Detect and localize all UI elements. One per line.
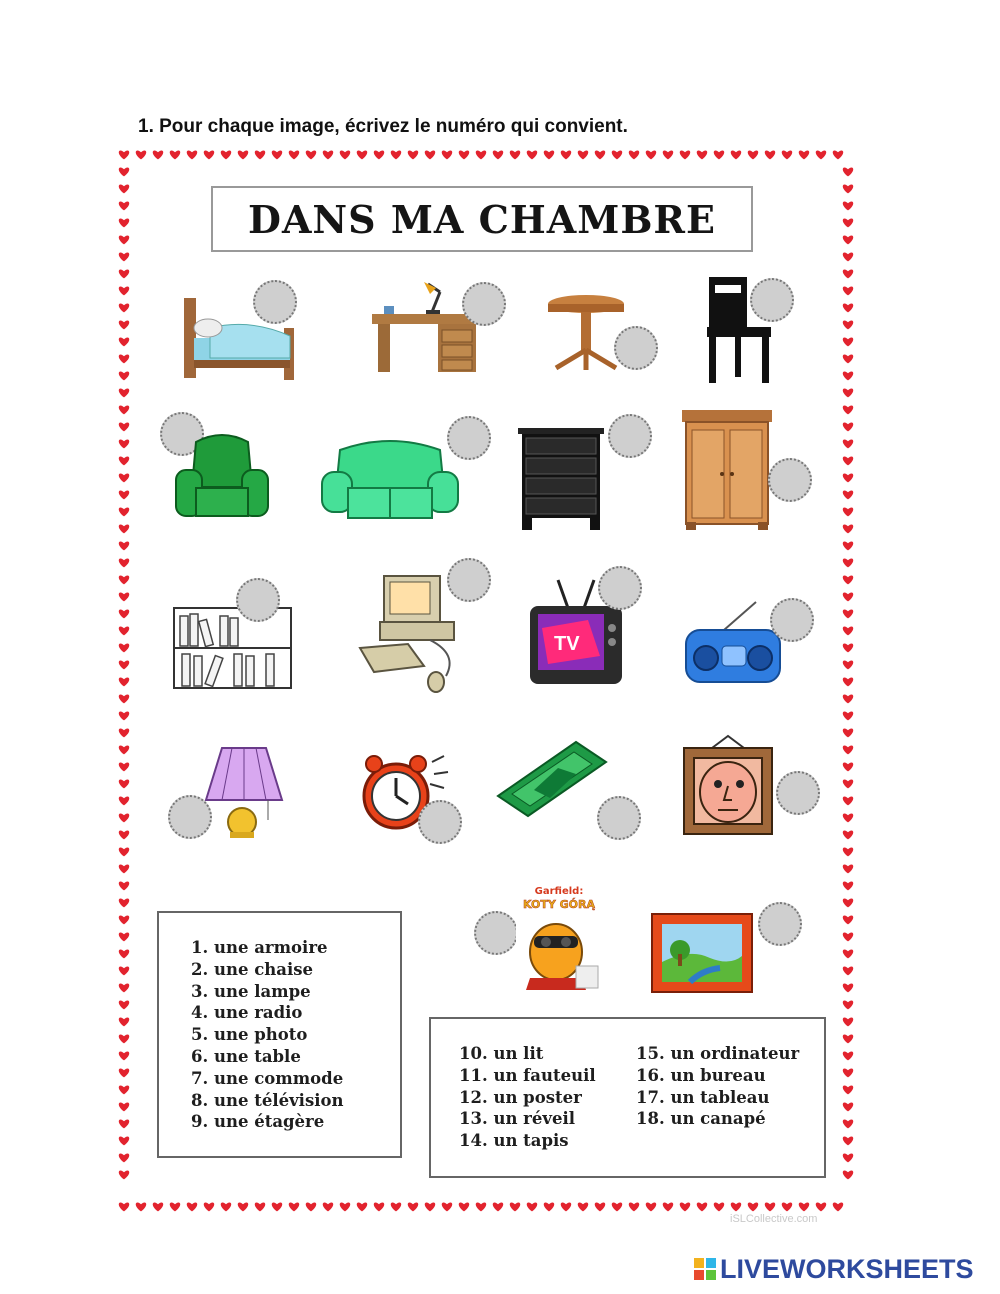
- border-heart: [119, 456, 129, 465]
- border-heart: [357, 150, 367, 159]
- border-heart: [843, 167, 853, 176]
- border-heart: [843, 864, 853, 873]
- answer-dot-radio[interactable]: [770, 598, 814, 642]
- border-heart: [843, 1153, 853, 1162]
- border-heart: [843, 422, 853, 431]
- border-heart: [843, 949, 853, 958]
- border-heart: [843, 371, 853, 380]
- border-heart: [119, 354, 129, 363]
- border-heart: [119, 898, 129, 907]
- border-heart: [843, 286, 853, 295]
- border-heart: [561, 1202, 571, 1211]
- border-heart: [843, 337, 853, 346]
- border-heart: [843, 1136, 853, 1145]
- watermark: iSLCollective.com: [730, 1213, 818, 1225]
- border-heart: [272, 1202, 282, 1211]
- border-heart: [843, 490, 853, 499]
- border-heart: [816, 1202, 826, 1211]
- vocab-item: 8. une télévision: [191, 1090, 344, 1110]
- border-heart: [119, 150, 129, 159]
- border-heart: [843, 303, 853, 312]
- border-heart: [119, 235, 129, 244]
- border-heart: [119, 388, 129, 397]
- vocab-item: 2. une chaise: [191, 959, 313, 979]
- border-heart: [289, 1202, 299, 1211]
- border-heart: [119, 1153, 129, 1162]
- border-heart: [843, 1170, 853, 1179]
- vocab-list-2-left: [459, 1043, 596, 1152]
- vocab-item: 10. un lit: [459, 1044, 544, 1063]
- liveworksheets-logo-icon: [694, 1258, 716, 1280]
- border-heart: [119, 915, 129, 924]
- lamp-image: [202, 742, 286, 840]
- vocab-list-1: [191, 937, 344, 1133]
- answer-dot-painting-face[interactable]: [776, 771, 820, 815]
- answer-dot-framed-landscape[interactable]: [758, 902, 802, 946]
- border-heart: [119, 660, 129, 669]
- border-heart: [493, 1202, 503, 1211]
- border-heart: [119, 813, 129, 822]
- border-heart: [323, 1202, 333, 1211]
- vocab-item: 1. une armoire: [191, 938, 328, 957]
- vocab-item: 15. un ordinateur: [636, 1044, 800, 1063]
- border-heart: [119, 269, 129, 278]
- border-heart: [843, 830, 853, 839]
- border-heart: [187, 1202, 197, 1211]
- vocab-item: 13. un réveil: [459, 1109, 575, 1129]
- vocab-item: 18. un canapé: [636, 1109, 766, 1129]
- vocab-item: 4. une radio: [191, 1003, 303, 1023]
- border-heart: [799, 1202, 809, 1211]
- border-heart: [119, 524, 129, 533]
- border-heart: [119, 609, 129, 618]
- border-heart: [119, 473, 129, 482]
- border-heart: [119, 796, 129, 805]
- border-heart: [843, 201, 853, 210]
- border-heart: [289, 150, 299, 159]
- answer-dot-alarm-clock[interactable]: [418, 800, 462, 844]
- border-heart: [843, 524, 853, 533]
- answer-dot-table[interactable]: [614, 326, 658, 370]
- border-heart: [561, 150, 571, 159]
- border-heart: [680, 1202, 690, 1211]
- border-heart: [119, 286, 129, 295]
- border-heart: [843, 456, 853, 465]
- border-heart: [119, 1170, 129, 1179]
- shelf-image: [170, 598, 295, 696]
- rug-image: [494, 738, 610, 818]
- border-heart: [119, 830, 129, 839]
- border-heart: [612, 1202, 622, 1211]
- answer-dot-dresser[interactable]: [608, 414, 652, 458]
- answer-dot-desk[interactable]: [462, 282, 506, 326]
- border-heart: [843, 966, 853, 975]
- answer-dot-sofa[interactable]: [447, 416, 491, 460]
- border-heart: [843, 388, 853, 397]
- border-heart: [119, 779, 129, 788]
- border-heart: [646, 150, 656, 159]
- border-heart: [843, 235, 853, 244]
- vocab-item: 9. une étagère: [191, 1112, 325, 1132]
- border-heart: [527, 150, 537, 159]
- border-heart: [408, 150, 418, 159]
- border-heart: [119, 694, 129, 703]
- border-heart: [119, 1000, 129, 1009]
- border-heart: [119, 184, 129, 193]
- border-heart: [119, 371, 129, 380]
- border-heart: [272, 150, 282, 159]
- border-heart: [119, 864, 129, 873]
- border-heart: [119, 1102, 129, 1111]
- border-heart: [119, 1202, 129, 1211]
- border-heart: [544, 1202, 554, 1211]
- border-heart: [843, 915, 853, 924]
- border-heart: [843, 1068, 853, 1077]
- border-heart: [612, 150, 622, 159]
- border-heart: [119, 881, 129, 890]
- border-heart: [843, 439, 853, 448]
- vocab-item: 17. un tableau: [636, 1087, 770, 1107]
- vocab-item: 12. un poster: [459, 1087, 582, 1107]
- border-heart: [629, 150, 639, 159]
- border-heart: [391, 150, 401, 159]
- border-heart: [442, 1202, 452, 1211]
- border-heart: [843, 592, 853, 601]
- border-heart: [843, 507, 853, 516]
- border-heart: [255, 150, 265, 159]
- border-heart: [697, 150, 707, 159]
- border-heart: [119, 490, 129, 499]
- border-heart: [843, 847, 853, 856]
- answer-dot-computer[interactable]: [447, 558, 491, 602]
- liveworksheets-brand[interactable]: [694, 1254, 974, 1284]
- border-heart: [136, 1202, 146, 1211]
- border-heart: [119, 1017, 129, 1026]
- border-heart: [374, 1202, 384, 1211]
- border-heart: [459, 1202, 469, 1211]
- vocab-item: 7. une commode: [191, 1068, 344, 1088]
- vocab-item: 6. une table: [191, 1046, 301, 1066]
- border-heart: [765, 1202, 775, 1211]
- border-heart: [170, 150, 180, 159]
- border-heart: [340, 1202, 350, 1211]
- answer-dot-bed[interactable]: [253, 280, 297, 324]
- border-heart: [119, 507, 129, 516]
- border-heart: [843, 932, 853, 941]
- border-heart: [204, 150, 214, 159]
- border-heart: [843, 609, 853, 618]
- border-heart: [510, 1202, 520, 1211]
- border-heart: [843, 1000, 853, 1009]
- border-heart: [170, 1202, 180, 1211]
- border-heart: [306, 150, 316, 159]
- border-heart: [843, 269, 853, 278]
- border-heart: [153, 150, 163, 159]
- border-heart: [476, 150, 486, 159]
- border-heart: [843, 881, 853, 890]
- border-heart: [119, 966, 129, 975]
- border-heart: [119, 1051, 129, 1060]
- border-heart: [843, 541, 853, 550]
- border-heart: [119, 762, 129, 771]
- vocab-item: 5. une photo: [191, 1025, 308, 1045]
- border-heart: [119, 201, 129, 210]
- border-heart: [765, 150, 775, 159]
- border-heart: [306, 1202, 316, 1211]
- border-heart: [187, 150, 197, 159]
- border-heart: [476, 1202, 486, 1211]
- border-heart: [843, 626, 853, 635]
- title-box: [211, 186, 753, 252]
- answer-dot-chair[interactable]: [750, 278, 794, 322]
- border-heart: [153, 1202, 163, 1211]
- border-heart: [843, 558, 853, 567]
- vocab-item: 3. une lampe: [191, 981, 311, 1001]
- border-heart: [119, 983, 129, 992]
- dresser-image: [516, 428, 606, 532]
- border-heart: [843, 405, 853, 414]
- border-heart: [646, 1202, 656, 1211]
- border-heart: [119, 728, 129, 737]
- border-heart: [843, 1085, 853, 1094]
- border-heart: [833, 150, 843, 159]
- border-heart: [136, 150, 146, 159]
- answer-dot-shelf[interactable]: [236, 578, 280, 622]
- border-heart: [714, 150, 724, 159]
- border-heart: [459, 150, 469, 159]
- vocab-box-1: [157, 911, 402, 1158]
- border-heart: [221, 150, 231, 159]
- border-heart: [119, 252, 129, 261]
- border-heart: [816, 150, 826, 159]
- border-heart: [119, 167, 129, 176]
- border-heart: [595, 1202, 605, 1211]
- border-heart: [697, 1202, 707, 1211]
- border-heart: [119, 1119, 129, 1128]
- border-heart: [442, 150, 452, 159]
- vocab-item: 11. un fauteuil: [459, 1065, 596, 1085]
- border-heart: [629, 1202, 639, 1211]
- answer-dot-wardrobe[interactable]: [768, 458, 812, 502]
- border-heart: [119, 1136, 129, 1145]
- wardrobe-image: [682, 410, 772, 532]
- poster-title-line1: Garfield:: [534, 886, 584, 897]
- answer-dot-poster[interactable]: [474, 911, 518, 955]
- border-heart: [843, 1102, 853, 1111]
- border-heart: [119, 1034, 129, 1043]
- radio-image: [684, 600, 784, 686]
- painting-face-image: [682, 734, 774, 836]
- border-heart: [731, 1202, 741, 1211]
- border-heart: [238, 150, 248, 159]
- border-heart: [843, 218, 853, 227]
- border-heart: [510, 150, 520, 159]
- border-heart: [782, 1202, 792, 1211]
- sofa-image: [320, 430, 460, 525]
- border-heart: [340, 150, 350, 159]
- border-heart: [119, 439, 129, 448]
- answer-dot-rug[interactable]: [597, 796, 641, 840]
- border-heart: [425, 150, 435, 159]
- border-heart: [843, 184, 853, 193]
- border-heart: [843, 779, 853, 788]
- worksheet-title: DANS MA CHAMBRE: [248, 196, 716, 242]
- border-heart: [595, 150, 605, 159]
- vocab-item: 16. un bureau: [636, 1065, 766, 1085]
- armchair-image: [172, 432, 272, 522]
- border-heart: [843, 660, 853, 669]
- border-heart: [119, 1068, 129, 1077]
- border-heart: [714, 1202, 724, 1211]
- tv-screen-text: TV: [554, 633, 580, 655]
- border-heart: [843, 1034, 853, 1043]
- border-heart: [238, 1202, 248, 1211]
- vocab-box-2: [429, 1017, 826, 1178]
- border-heart: [493, 150, 503, 159]
- border-heart: [119, 847, 129, 856]
- border-heart: [119, 303, 129, 312]
- border-heart: [425, 1202, 435, 1211]
- border-heart: [843, 694, 853, 703]
- border-heart: [578, 1202, 588, 1211]
- brand-name: LIVEWORKSHEETS: [720, 1253, 974, 1284]
- border-heart: [221, 1202, 231, 1211]
- border-heart: [843, 796, 853, 805]
- border-heart: [119, 337, 129, 346]
- border-heart: [119, 592, 129, 601]
- border-heart: [843, 677, 853, 686]
- border-heart: [843, 1051, 853, 1060]
- table-image: [546, 294, 626, 372]
- border-heart: [843, 320, 853, 329]
- border-heart: [323, 150, 333, 159]
- border-heart: [843, 1119, 853, 1128]
- border-heart: [119, 949, 129, 958]
- border-heart: [255, 1202, 265, 1211]
- border-heart: [843, 745, 853, 754]
- border-heart: [663, 1202, 673, 1211]
- answer-dot-lamp[interactable]: [168, 795, 212, 839]
- border-heart: [119, 575, 129, 584]
- border-heart: [119, 643, 129, 652]
- border-heart: [843, 1017, 853, 1026]
- border-heart: [391, 1202, 401, 1211]
- border-heart: [119, 558, 129, 567]
- border-heart: [843, 711, 853, 720]
- border-heart: [833, 1202, 843, 1211]
- border-heart: [119, 218, 129, 227]
- border-heart: [843, 728, 853, 737]
- answer-dot-television[interactable]: [598, 566, 642, 610]
- border-heart: [731, 150, 741, 159]
- border-heart: [527, 1202, 537, 1211]
- border-heart: [843, 898, 853, 907]
- poster-title-line2: KOTY GÓRĄ: [522, 898, 596, 911]
- border-heart: [663, 150, 673, 159]
- border-heart: [119, 422, 129, 431]
- border-heart: [544, 150, 554, 159]
- border-heart: [119, 1085, 129, 1094]
- border-heart: [374, 150, 384, 159]
- border-heart: [119, 711, 129, 720]
- border-heart: [782, 150, 792, 159]
- border-heart: [119, 626, 129, 635]
- border-heart: [748, 1202, 758, 1211]
- border-heart: [799, 150, 809, 159]
- border-heart: [843, 983, 853, 992]
- border-heart: [843, 643, 853, 652]
- vocab-item: 14. un tapis: [459, 1131, 569, 1151]
- border-heart: [119, 745, 129, 754]
- border-heart: [843, 813, 853, 822]
- border-heart: [843, 252, 853, 261]
- instruction-text: 1. Pour chaque image, écrivez le numéro qui convient.: [138, 116, 628, 137]
- border-heart: [408, 1202, 418, 1211]
- border-heart: [680, 150, 690, 159]
- border-heart: [119, 405, 129, 414]
- border-heart: [119, 541, 129, 550]
- border-heart: [119, 677, 129, 686]
- border-heart: [748, 150, 758, 159]
- border-heart: [843, 762, 853, 771]
- border-heart: [843, 575, 853, 584]
- border-heart: [578, 150, 588, 159]
- vocab-list-2-right: [636, 1043, 799, 1130]
- border-heart: [204, 1202, 214, 1211]
- border-heart: [119, 320, 129, 329]
- framed-landscape-image: [650, 912, 754, 994]
- border-heart: [843, 354, 853, 363]
- border-heart: [357, 1202, 367, 1211]
- border-heart: [843, 473, 853, 482]
- border-heart: [119, 932, 129, 941]
- poster-image: [516, 882, 602, 994]
